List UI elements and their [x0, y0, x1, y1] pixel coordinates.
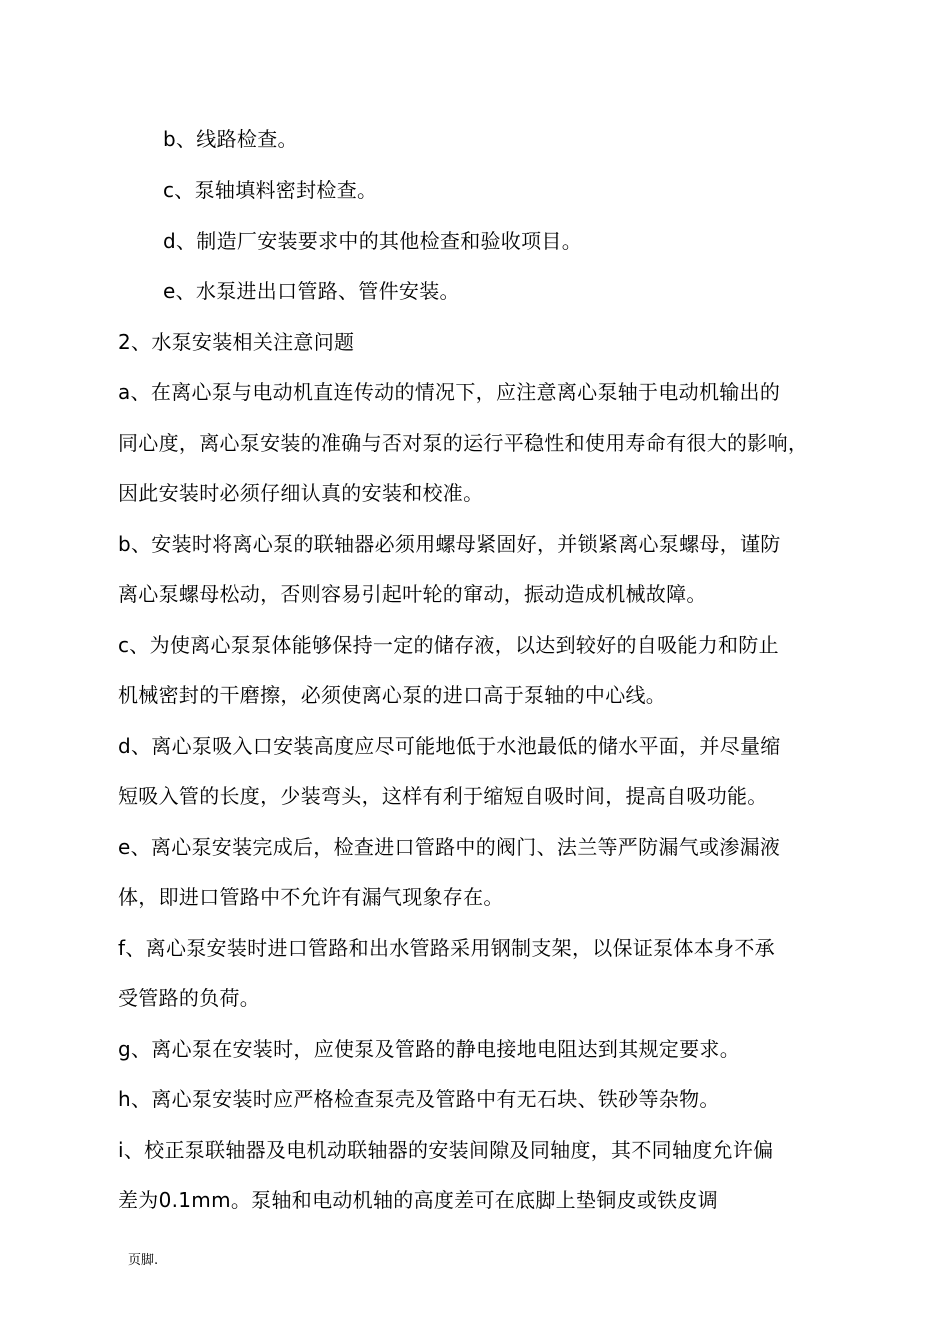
paragraph-line: 差为0.1mm。泵轴和电动机轴的高度差可在底脚上垫铜皮或铁皮调: [118, 1188, 719, 1212]
paragraph-line: i、校正泵联轴器及电机动联轴器的安装间隙及同轴度，其不同轴度允许偏: [118, 1138, 774, 1162]
paragraph-line: 受管路的负荷。: [118, 986, 261, 1010]
paragraph-line: h、离心泵安装时应严格检查泵壳及管路中有无石块、铁砂等杂物。: [118, 1087, 720, 1111]
page-footer: 页脚.: [128, 1253, 159, 1268]
paragraph-line: c、为使离心泵泵体能够保持一定的储存液，以达到较好的自吸能力和防止: [118, 633, 779, 657]
paragraph-line: 因此安装时必须仔细认真的安装和校准。: [118, 481, 484, 505]
paragraph-line: d、离心泵吸入口安装高度应尽可能地低于水池最低的储水平面，并尽量缩: [118, 734, 781, 758]
paragraph-line: f、离心泵安装时进口管路和出水管路采用钢制支架，以保证泵体本身不承: [118, 936, 775, 960]
list-item-b-line-check: b、线路检查。: [163, 127, 298, 151]
paragraph-line: g、离心泵在安装时，应使泵及管路的静电接地电阻达到其规定要求。: [118, 1037, 740, 1061]
list-item-e-pipe-install: e、水泵进出口管路、管件安装。: [163, 279, 460, 303]
paragraph-line: 离心泵螺母松动，否则容易引起叶轮的窜动，振动造成机械故障。: [118, 582, 707, 606]
paragraph-line: a、在离心泵与电动机直连传动的情况下，应注意离心泵轴于电动机输出的: [118, 380, 781, 404]
paragraph-line: 同心度，离心泵安装的准确与否对泵的运行平稳性和使用寿命有很大的影响，: [118, 431, 809, 455]
paragraph-line: b、安装时将离心泵的联轴器必须用螺母紧固好，并锁紧离心泵螺母，谨防: [118, 532, 781, 556]
paragraph-line: 机械密封的干磨擦，必须使离心泵的进口高于泵轴的中心线。: [118, 683, 667, 707]
paragraph-line: 体，即进口管路中不允许有漏气现象存在。: [118, 885, 504, 909]
paragraph-line: e、离心泵安装完成后，检查进口管路中的阀门、法兰等严防漏气或渗漏液: [118, 835, 781, 859]
section-heading: 2、水泵安装相关注意问题: [118, 330, 355, 354]
list-item-d-other-checks: d、制造厂安装要求中的其他检查和验收项目。: [163, 229, 582, 253]
list-item-c-seal-check: c、泵轴填料密封检查。: [163, 178, 378, 202]
paragraph-line: 短吸入管的长度，少装弯头，这样有利于缩短自吸时间，提高自吸功能。: [118, 784, 768, 808]
